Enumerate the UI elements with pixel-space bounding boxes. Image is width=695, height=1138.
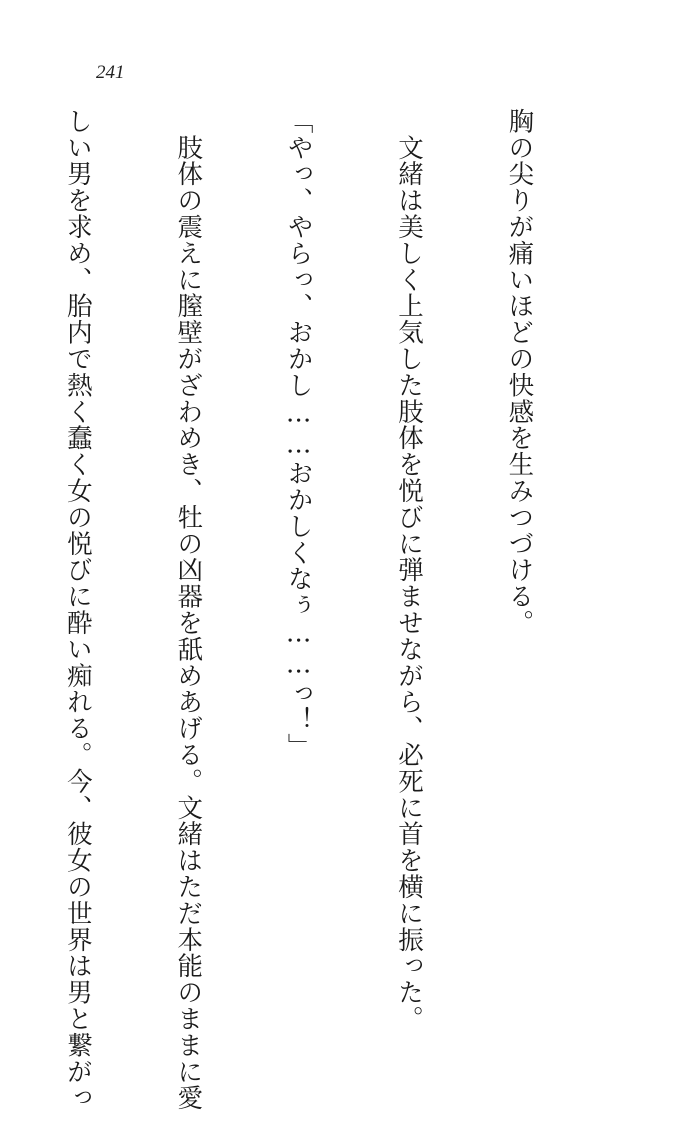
text-line: 文緒は美しく上気した肢体を悦びに弾ませながら、必死に首を横に振った。 (394, 108, 425, 1032)
body-text (0, 108, 611, 1112)
text-line: しい男を求め、胎内で熱く蠢く女の悦びに酔い痴れる。今、彼女の世界は男と繋がっ (62, 108, 93, 1112)
text-line: 「やっ、やらっ、おかし……おかしくなぅ……っ！」 (283, 108, 314, 760)
page-number: 241 (96, 62, 125, 83)
text-line: 胸の尖りが痛いほどの快感を生みつづける。 (504, 108, 535, 636)
text-line: 肢体の震えに膣壁がざわめき、牡の凶器を舐めあげる。文緒はただ本能のままに愛 (173, 108, 204, 1112)
